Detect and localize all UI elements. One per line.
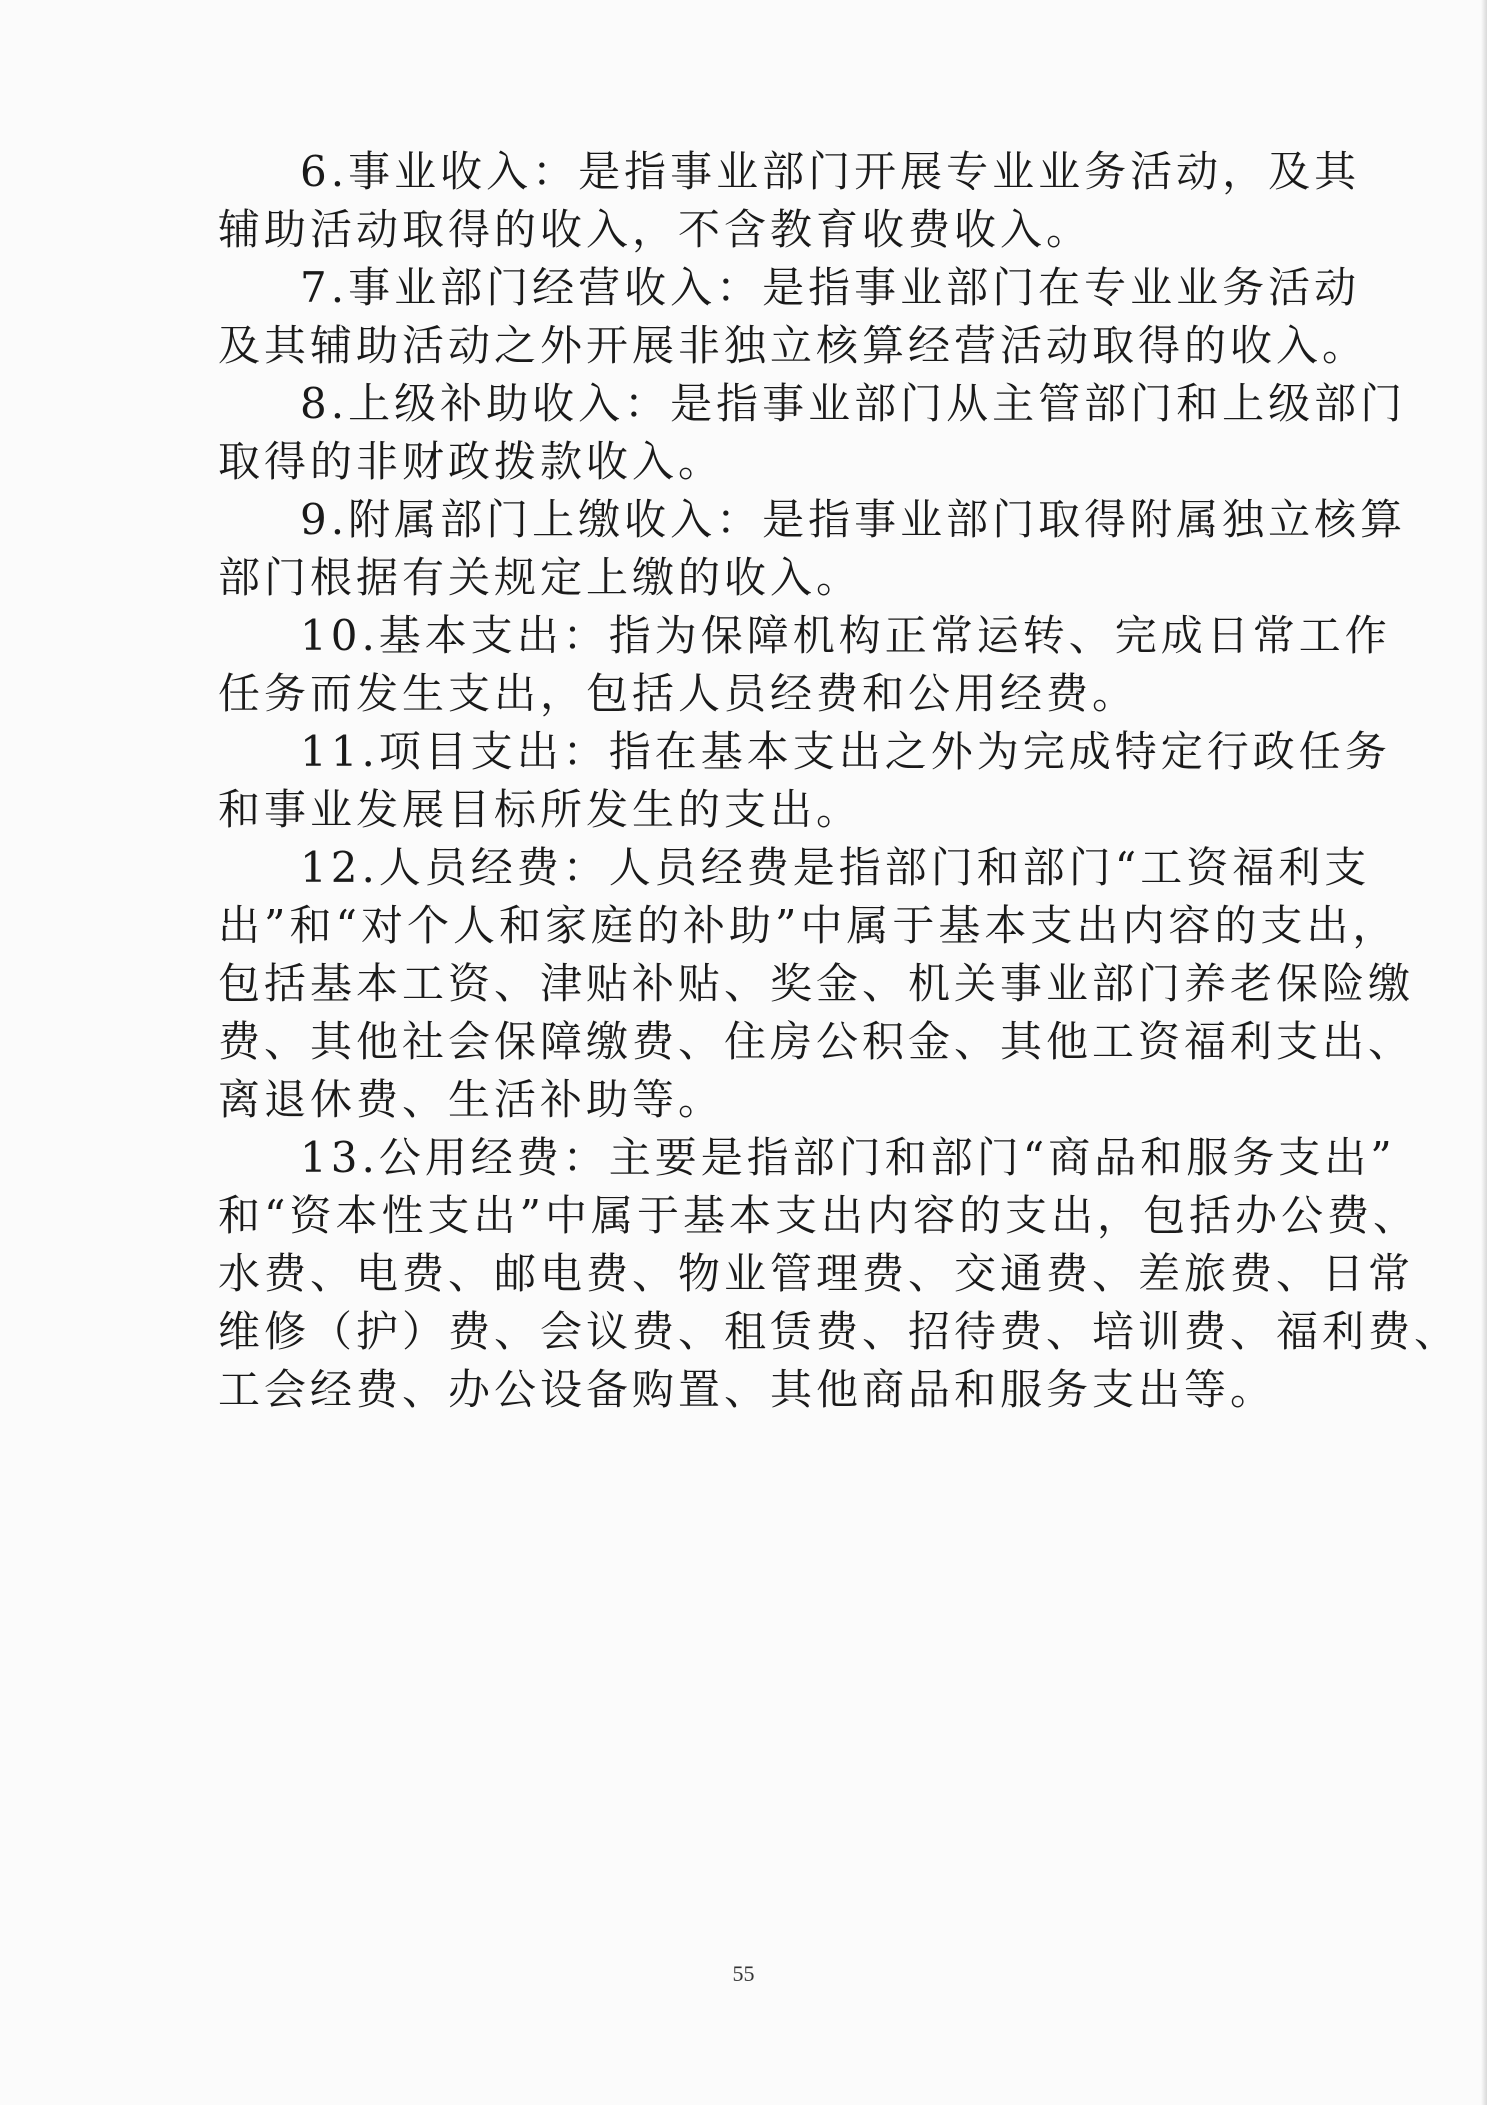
paragraph-8-line-2: 取得的非财政拨款收入。 xyxy=(218,437,725,486)
paragraph-12-line-2: 出”和“对个人和家庭的补助”中属于基本支出内容的支出， xyxy=(218,901,1399,950)
paragraph-13-line-3: 水费、电费、邮电费、物业管理费、交通费、差旅费、日常 xyxy=(218,1249,1415,1298)
paragraph-12-line-1: 12.人员经费：人员经费是指部门和部门“工资福利支 xyxy=(300,843,1371,892)
paragraph-9-line-1: 9.附属部门上缴收入：是指事业部门取得附属独立核算 xyxy=(300,495,1407,544)
paragraph-10-line-2: 任务而发生支出，包括人员经费和公用经费。 xyxy=(218,669,1139,718)
paragraph-8-line-1: 8.上级补助收入：是指事业部门从主管部门和上级部门 xyxy=(300,379,1407,428)
page-number: 55 xyxy=(732,1961,755,1986)
paragraph-13-line-5: 工会经费、办公设备购置、其他商品和服务支出等。 xyxy=(218,1365,1277,1414)
paragraph-13-line-4: 维修（护）费、会议费、租赁费、招待费、培训费、福利费、 xyxy=(218,1307,1461,1356)
paragraph-9-line-2: 部门根据有关规定上缴的收入。 xyxy=(218,553,863,602)
paragraph-6-line-1: 6.事业收入：是指事业部门开展专业业务活动，及其 xyxy=(300,147,1361,196)
paragraph-10-line-1: 10.基本支出：指为保障机构正常运转、完成日常工作 xyxy=(300,611,1391,660)
paragraph-6-line-2: 辅助活动取得的收入，不含教育收费收入。 xyxy=(218,205,1093,254)
paragraph-13-line-2: 和“资本性支出”中属于基本支出内容的支出，包括办公费、 xyxy=(218,1191,1419,1240)
paragraph-11-line-2: 和事业发展目标所发生的支出。 xyxy=(218,785,863,834)
paragraph-12-line-4: 费、其他社会保障缴费、住房公积金、其他工资福利支出、 xyxy=(218,1017,1415,1066)
paragraph-7-line-1: 7.事业部门经营收入：是指事业部门在专业业务活动 xyxy=(300,263,1361,312)
paragraph-7-line-2: 及其辅助活动之外开展非独立核算经营活动取得的收入。 xyxy=(218,321,1369,370)
paragraph-13-line-1: 13.公用经费：主要是指部门和部门“商品和服务支出” xyxy=(300,1133,1396,1182)
paragraph-12-line-3: 包括基本工资、津贴补贴、奖金、机关事业部门养老保险缴 xyxy=(218,959,1415,1008)
scan-edge-shadow xyxy=(1481,0,1487,2105)
paragraph-12-line-5: 离退休费、生活补助等。 xyxy=(218,1075,725,1124)
paragraph-11-line-1: 11.项目支出：指在基本支出之外为完成特定行政任务 xyxy=(300,727,1391,776)
